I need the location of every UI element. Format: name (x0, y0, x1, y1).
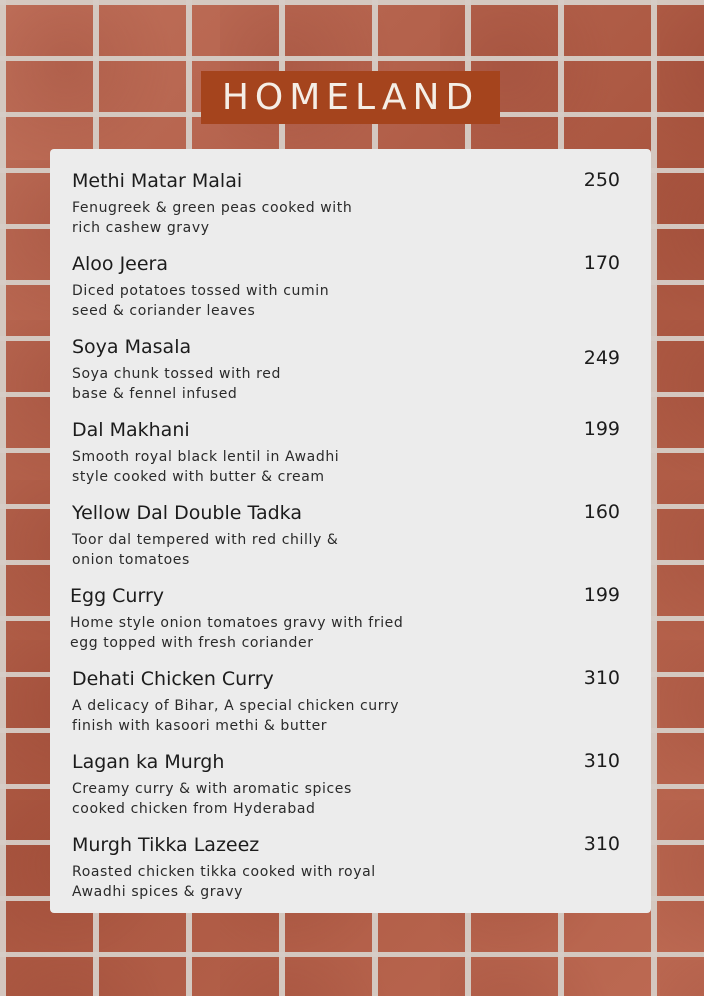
menu-item (72, 501, 632, 570)
item-description: Fenugreek & green peas cooked with rich cashew gravy (72, 200, 353, 236)
item-description: Roasted chicken tikka cooked with royal Awadhi spices & gravy (72, 864, 376, 900)
item-name: Egg Curry (70, 585, 165, 607)
item-name: Methi Matar Malai (72, 170, 243, 192)
menu-item (72, 252, 632, 321)
item-name: Dal Makhani (72, 419, 190, 441)
menu-card (50, 149, 651, 913)
item-description: Creamy curry & with aromatic spices cooked chicken from Hyderabad (72, 781, 352, 817)
page-title: HOMELAND (221, 77, 480, 118)
item-price: 199 (583, 418, 620, 440)
item-description: Smooth royal black lentil in Awadhi style cooked with butter & cream (72, 449, 340, 485)
menu-item (72, 833, 632, 902)
item-price: 250 (583, 169, 620, 191)
item-description: Diced potatoes tossed with cumin seed & coriander leaves (72, 283, 330, 319)
title-banner (201, 71, 500, 124)
item-price: 310 (583, 667, 620, 689)
menu-item (72, 169, 632, 238)
item-name: Dehati Chicken Curry (72, 668, 274, 690)
item-price: 310 (583, 750, 620, 772)
item-price: 170 (583, 252, 620, 274)
item-price: 249 (583, 347, 620, 369)
item-price: 160 (583, 501, 620, 523)
item-description: A delicacy of Bihar, A special chicken curry finish with kasoori methi & butter (72, 698, 400, 734)
menu-item (72, 750, 632, 819)
menu-item (72, 335, 632, 404)
menu-item (72, 418, 632, 487)
menu-item (70, 584, 630, 653)
item-price: 199 (583, 584, 620, 606)
item-name: Soya Masala (72, 336, 192, 358)
item-description: Toor dal tempered with red chilly & onion tomatoes (72, 532, 339, 568)
item-name: Lagan ka Murgh (72, 751, 225, 773)
item-name: Yellow Dal Double Tadka (72, 502, 302, 524)
item-price: 310 (583, 833, 620, 855)
item-description: Soya chunk tossed with red base & fennel infused (72, 366, 281, 402)
menu-item (72, 667, 632, 736)
item-description: Home style onion tomatoes gravy with fried egg topped with fresh coriander (70, 615, 404, 651)
item-name: Aloo Jeera (72, 253, 169, 275)
item-name: Murgh Tikka Lazeez (72, 834, 260, 856)
